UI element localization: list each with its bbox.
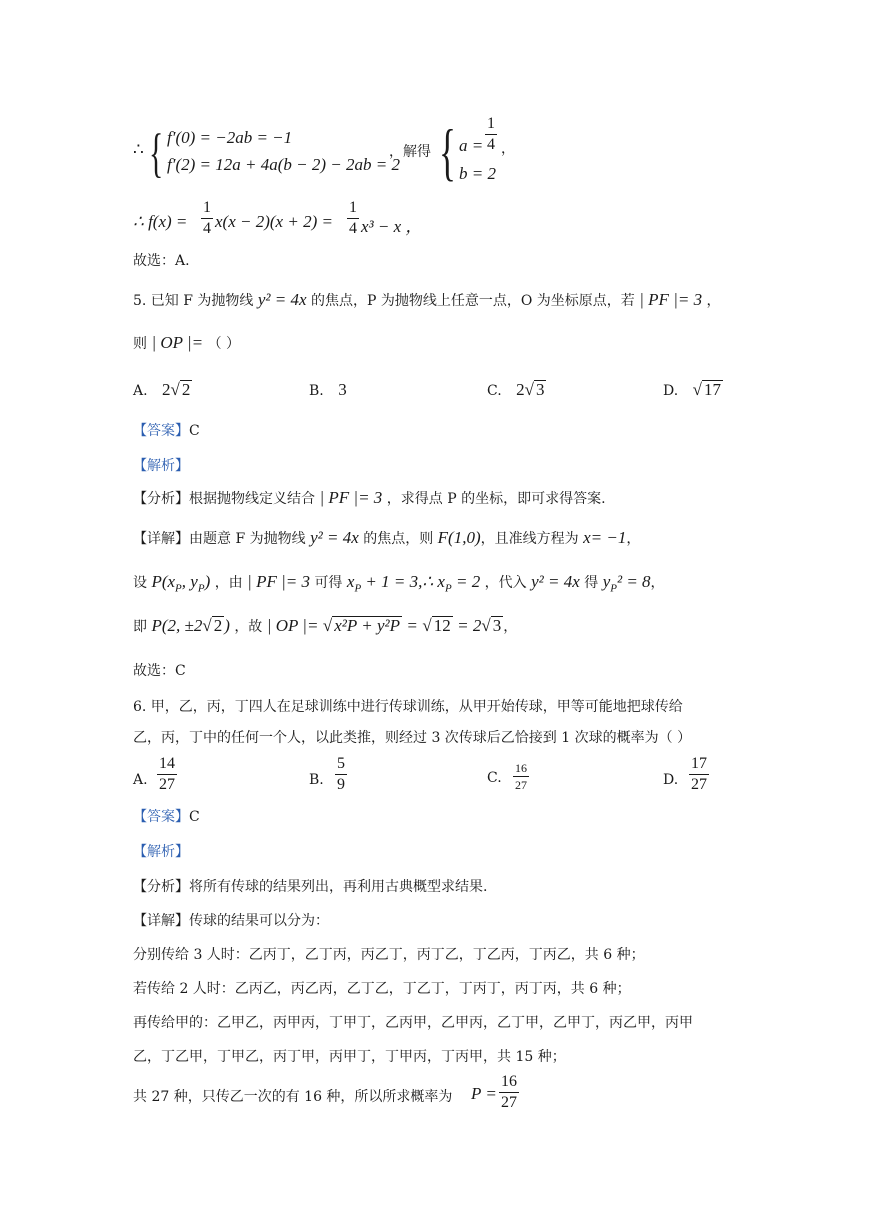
q6-stem-line1: 6. 甲，乙，丙，丁四人在足球训练中进行传球训练，从甲开始传球，甲等可能地把球传给 (133, 699, 683, 715)
f-tail: x³ − x ， (361, 217, 423, 236)
solution-a: a = (459, 136, 484, 155)
q5-fenxi: 【分析】根据抛物线定义结合 | PF |= 3 ，求得点 P 的坐标，即可求得答案. (133, 488, 606, 507)
q6-analysis-tag: 【解析】 (133, 844, 189, 860)
solution-b: b = 2 (459, 164, 496, 183)
solve-text: ，解得 (389, 144, 431, 160)
pf-condition: | PF |= 3 (639, 290, 703, 309)
fraction-1: $\frac{1}{4}$ (203, 199, 211, 237)
q5-option-b: B. 3 (309, 380, 347, 399)
q5-answer: 【答案】C (133, 423, 200, 439)
q5-option-c: C. 2√ 3 (487, 380, 545, 399)
q6-line4: 乙，丁乙甲，丁甲乙，丙丁甲，丙甲丁，丁甲丙，丁丙甲，共 15 种； (133, 1049, 566, 1065)
parabola-equation: y² = 4x (257, 290, 307, 309)
q5-analysis-tag: 【解析】 (133, 458, 189, 474)
probability-fraction: $\frac{16}{27}$ (501, 1073, 517, 1111)
fraction-2: $\frac{1}{4}$ (349, 199, 357, 237)
equation-2: f′(2) = 12a + 4a(b − 2) − 2ab = 2 (167, 155, 400, 174)
q6-answer: 【答案】C (133, 809, 200, 825)
q6-fenxi: 【分析】将所有传球的结果列出，再利用古典概型求结果. (133, 879, 488, 895)
q6-stem-line2: 乙，丙，丁中的任何一个人，以此类推，则经过 3 次传球后乙恰接到 1 次球的概率为（ ） (133, 730, 692, 746)
q5-stem-line1: 5. 已知 F 为抛物线 y² = 4x 的焦点，P 为抛物线上任意一点，O 为坐标原点，若 | PF |= 3 ， (133, 290, 721, 309)
f-prefix: ∴ f(x) = (133, 212, 188, 231)
f-middle: x(x − 2)(x + 2) = (215, 212, 333, 231)
q5-xiangjie-line1: 【详解】由题意 F 为抛物线 y² = 4x 的焦点，则 F(1,0)，且准线方程为 x= −1， (133, 528, 641, 547)
q5-xiangjie-line2: 设 $P(x_P$, $y_P$) ，由 | PF |= 3 可得 $x_P + 1$ = 3,∴ $x_P = 2$ ，代入 y² = 4x 得 $y_P^2 = 8$， (133, 572, 665, 595)
q5-option-d: D. √ 17 (663, 380, 721, 399)
fraction-a: $\frac{1}{4}$ (487, 115, 495, 153)
q5-option-a: A. 2√ 2 (133, 380, 191, 399)
therefore-symbol: ∴ (133, 140, 144, 159)
probability-p: P = (471, 1084, 497, 1103)
q5-xiangjie-line3: 即 P(2, ±2√ 2 ) ，故 | OP |= √ x²P + y²P = √ 12 = 2√ 3 ， (133, 616, 518, 635)
q6-line2: 若传给 2 人时：乙丙乙，丙乙丙，乙丁乙，丁乙丁，丁丙丁，丙丁丙，共 6 种； (133, 981, 631, 997)
q6-xiangjie: 【详解】传球的结果可以分为： (133, 913, 329, 929)
q4-choice: 故选：A. (133, 253, 190, 269)
equation-1: f′(0) = −2ab = −1 (167, 128, 293, 147)
right-brace: { (439, 116, 456, 187)
q6-line3: 再传给甲的：乙甲乙，丙甲丙，丁甲丁，乙丙甲，乙甲丙，乙丁甲，乙甲丁，丙乙甲，丙甲 (133, 1015, 693, 1031)
q5-choice: 故选：C (133, 663, 186, 679)
left-brace: { (149, 123, 164, 183)
op-expression: | OP |= (151, 333, 204, 352)
comma: ， (501, 141, 515, 157)
q5-stem-line2: 则 | OP |= （ ） (133, 333, 241, 352)
q6-line1: 分别传给 3 人时：乙丙丁，乙丁丙，丙乙丁，丙丁乙，丁乙丙，丁丙乙，共 6 种； (133, 947, 645, 963)
